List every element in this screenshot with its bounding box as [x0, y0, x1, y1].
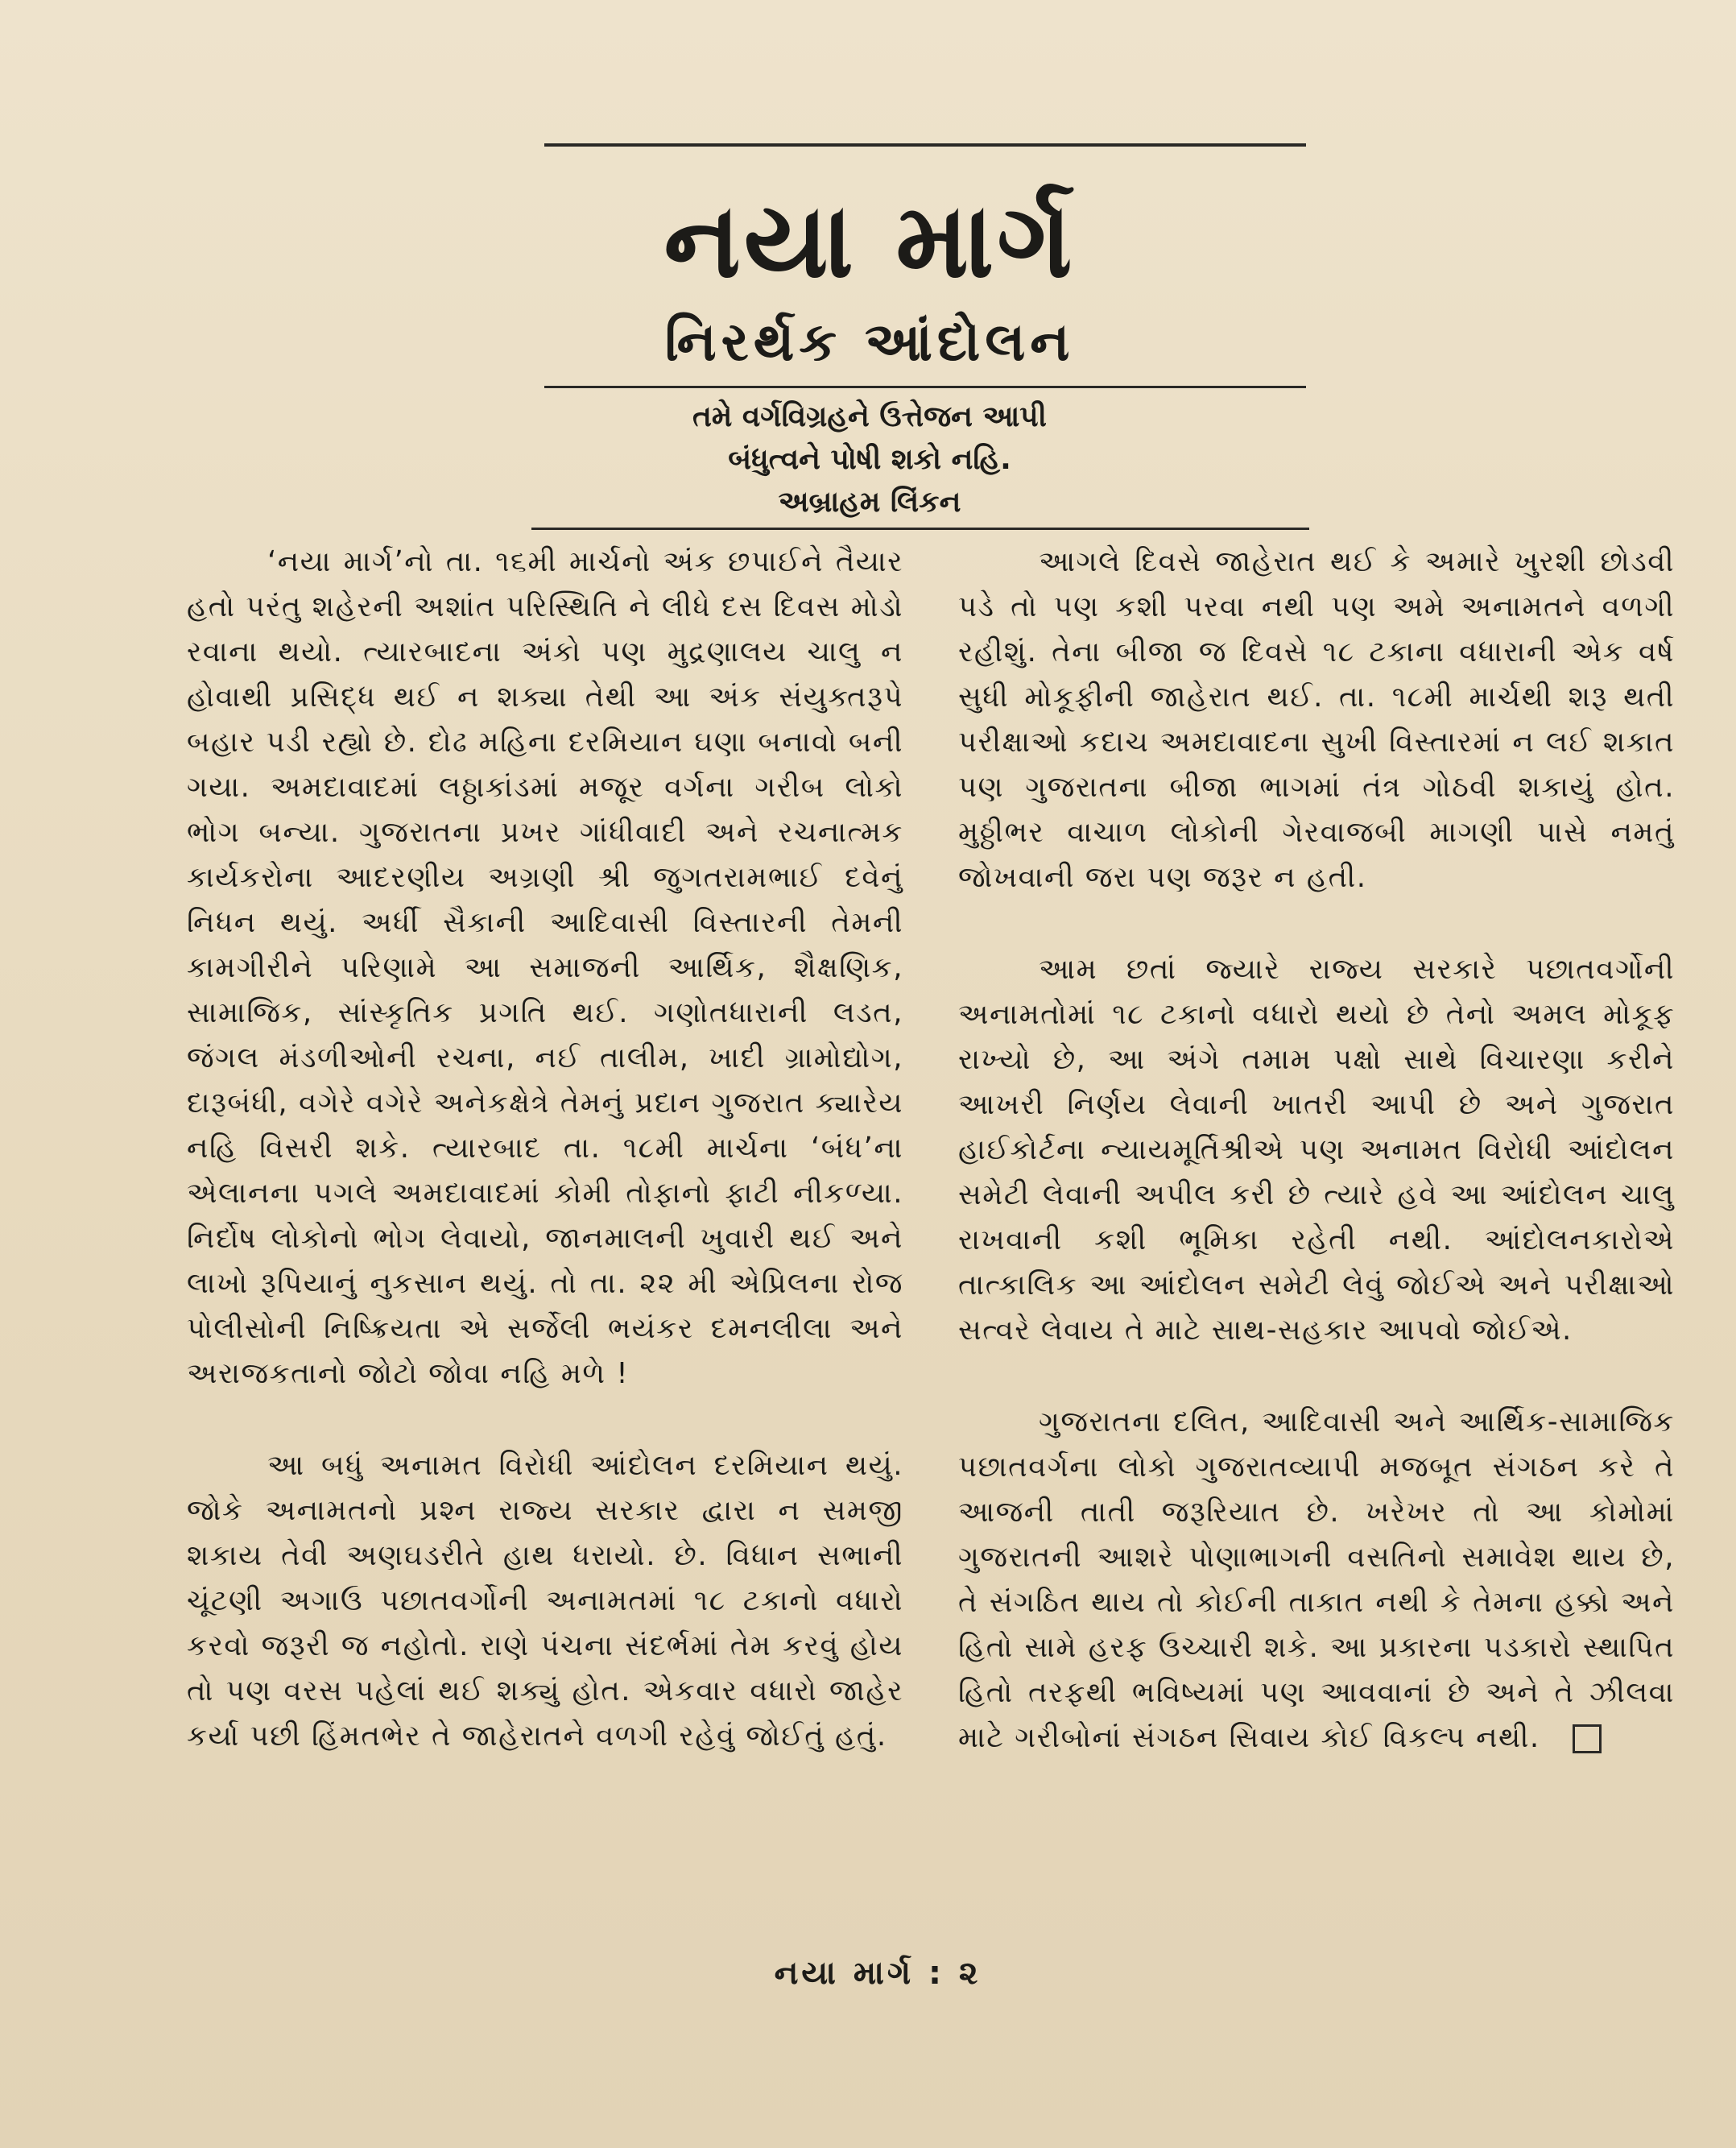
right-paragraph-1: આગલે દિવસે જાહેરાત થઈ કે અમારે ખુરશી છોડવી પડે તો પણ કશી પરવા નથી પણ અમે અનામતને વળગી રહીશું. તેના બીજા જ દિવસે ૧૮ ટકાના વધારાની એક વર્ષ સુધી મોકૂફીની જાહેરાત થઈ. તા. ૧૮મી માર્ચથી શરૂ થતી પરીક્ષાઓ કદાચ અમદાવાદના સુખી વિસ્તારમાં ન લઈ શકાત પણ ગુજરાતના બીજા ભાગમાં તંત્ર ગોઠવી શકાયું હોત. મુઠ્ઠીભર વાચાળ લોકોની ગેરવાજબી માગણી પાસે નમતું જોખવાની જરા પણ જરૂર ન હતી. [958, 545, 1675, 894]
quote-author: અબ્રાહમ લિંકન [778, 486, 961, 519]
left-paragraph-2: આ બધું અનામત વિરોધી આંદોલન દરમિયાન થયું. જોકે અનામતનો પ્રશ્ન રાજ્ય સરકાર દ્વારા ન સમજી શકાય તેવી અણઘડરીતે હાથ ધરાયો. છે. વિધાન સભાની ચૂંટણી અગાઉ પછાતવર્ગોની અનામતમાં ૧૮ ટકાનો વધારો કરવો જરૂરી જ નહોતો. રાણે પંચના સંદર્ભમાં તેમ કરવું હોય તો પણ વરસ પહેલાં થઈ શક્યું હોત. એકવાર વધારો જાહેર કર્યા પછી હિંમતભેર તે જાહેરાતને વળગી રહેવું જોઈતું હતું. [187, 1449, 903, 1753]
left-column [187, 540, 903, 1806]
article-title: નિરર્થક આંદોલન [664, 311, 1075, 373]
page-footer: નયા માર્ગ : ૨ [774, 1955, 982, 1992]
right-paragraph-3-text: ગુજરાતના દલિત, આદિવાસી અને આર્થિક-સામાજિક પછાતવર્ગના લોકો ગુજરાતવ્યાપી મજબૂત સંગઠન કરે તે આજની તાતી જરૂરિયાત છે. ખરેખર તો આ કોમોમાં ગુજરાતની આશરે પોણાભાગની વસતિનો સમાવેશ થાય છે, તે સંગઠિત થાય તો કોઈની તાકાત નથી કે તેમના હક્કો અને હિતો સામે હરફ ઉચ્ચારી શકે. આ પ્રકારના પડકારો સ્થાપિત હિતો તરફથી ભવિષ્યમાં પણ આવવાનાં છે અને તે ઝીલવા માટે ગરીબોનાં સંગઠન સિવાય કોઈ વિકલ્પ નથી. [958, 1405, 1675, 1754]
quote-divider [531, 528, 1309, 530]
end-of-article-mark-icon [1573, 1724, 1602, 1753]
left-paragraph-1: ‘નયા માર્ગ’નો તા. ૧૬મી માર્ચનો અંક છપાઈને તૈયાર હતો પરંતુ શહેરની અશાંત પરિસ્થિતિ ને લીધે દસ દિવસ મોડો રવાના થયો. ત્યારબાદના અંકો પણ મુદ્રણાલય ચાલુ ન હોવાથી પ્રસિદ્ધ થઈ ન શક્યા તેથી આ અંક સંયુક્તરૂપે બહાર પડી રહ્યો છે. દોઢ મહિના દરમિયાન ઘણા બનાવો બની ગયા. અમદાવાદમાં લઠ્ઠાકાંડમાં મજૂર વર્ગના ગરીબ લોકો ભોગ બન્યા. ગુજરાતના પ્રખર ગાંધીવાદી અને રચનાત્મક કાર્યકરોના આદરણીય અગ્રણી શ્રી જુગતરામભાઈ દવેનું નિધન થયું. અર્ધી સૈકાની આદિવાસી વિસ્તારની તેમની કામગીરીને પરિણામે આ સમાજની આર્થિક, શૈક્ષણિક, સામાજિક, સાંસ્કૃતિક પ્રગતિ થઈ. ગણોતધારાની લડત, જંગલ મંડળીઓની રચના, નઈ તાલીમ, ખાદી ગ્રામોદ્યોગ, દારૂબંધી, વગેરે વગેરે અનેકક્ષેત્રે તેમનું પ્રદાન ગુજરાત ક્યારેય નહિ વિસરી શકે. ત્યારબાદ તા. ૧૮મી માર્ચના ‘બંધ’ના એલાનના પગલે અમદાવાદમાં કોમી તોફાનો ફાટી નીકળ્યા. નિર્દોષ લોકોનો ભોગ લેવાયો, જાનમાલની ખુવારી થઈ અને લાખો રૂપિયાનું નુકસાન થયું. તો તા. ૨૨ મી એપ્રિલના રોજ પોલીસોની નિષ્ક્રિયતા એ સર્જેલી ભયંકર દમનલીલા અને અરાજકતાનો જોટો જોવા નહિ મળે ! [187, 545, 903, 1390]
right-paragraph-3 [958, 1400, 1675, 1761]
top-rule [544, 143, 1306, 147]
quote-line-1: તમે વર્ગવિગ્રહને ઉત્તેજન આપી [692, 400, 1047, 433]
quote-line-2: બંધુત્વને પોષી શકો નહિ. [728, 443, 1011, 476]
title-divider [544, 386, 1306, 388]
magazine-title: નયા માર્ગ [663, 181, 1076, 301]
right-paragraph-2: આમ છતાં જ્યારે રાજ્ય સરકારે પછાતવર્ગોની અનામતોમાં ૧૮ ટકાનો વધારો થયો છે તેનો અમલ મોકૂફ રાખ્યો છે, આ અંગે તમામ પક્ષો સાથે વિચારણા કરીને આખરી નિર્ણય લેવાની ખાતરી આપી છે અને ગુજરાત હાઈકોર્ટના ન્યાયમૂર્તિશ્રીએ પણ અનામત વિરોધી આંદોલન સમેટી લેવાની અપીલ કરી છે ત્યારે હવે આ આંદોલન ચાલુ રાખવાની કશી ભૂમિકા રહેતી નથી. આંદોલનકારોએ તાત્કાલિક આ આંદોલન સમેટી લેવું જોઈએ અને પરીક્ષાઓ સત્વરે લેવાય તે માટે સાથ-સહકાર આપવો જોઈએ. [958, 953, 1675, 1347]
right-column [958, 540, 1675, 1807]
